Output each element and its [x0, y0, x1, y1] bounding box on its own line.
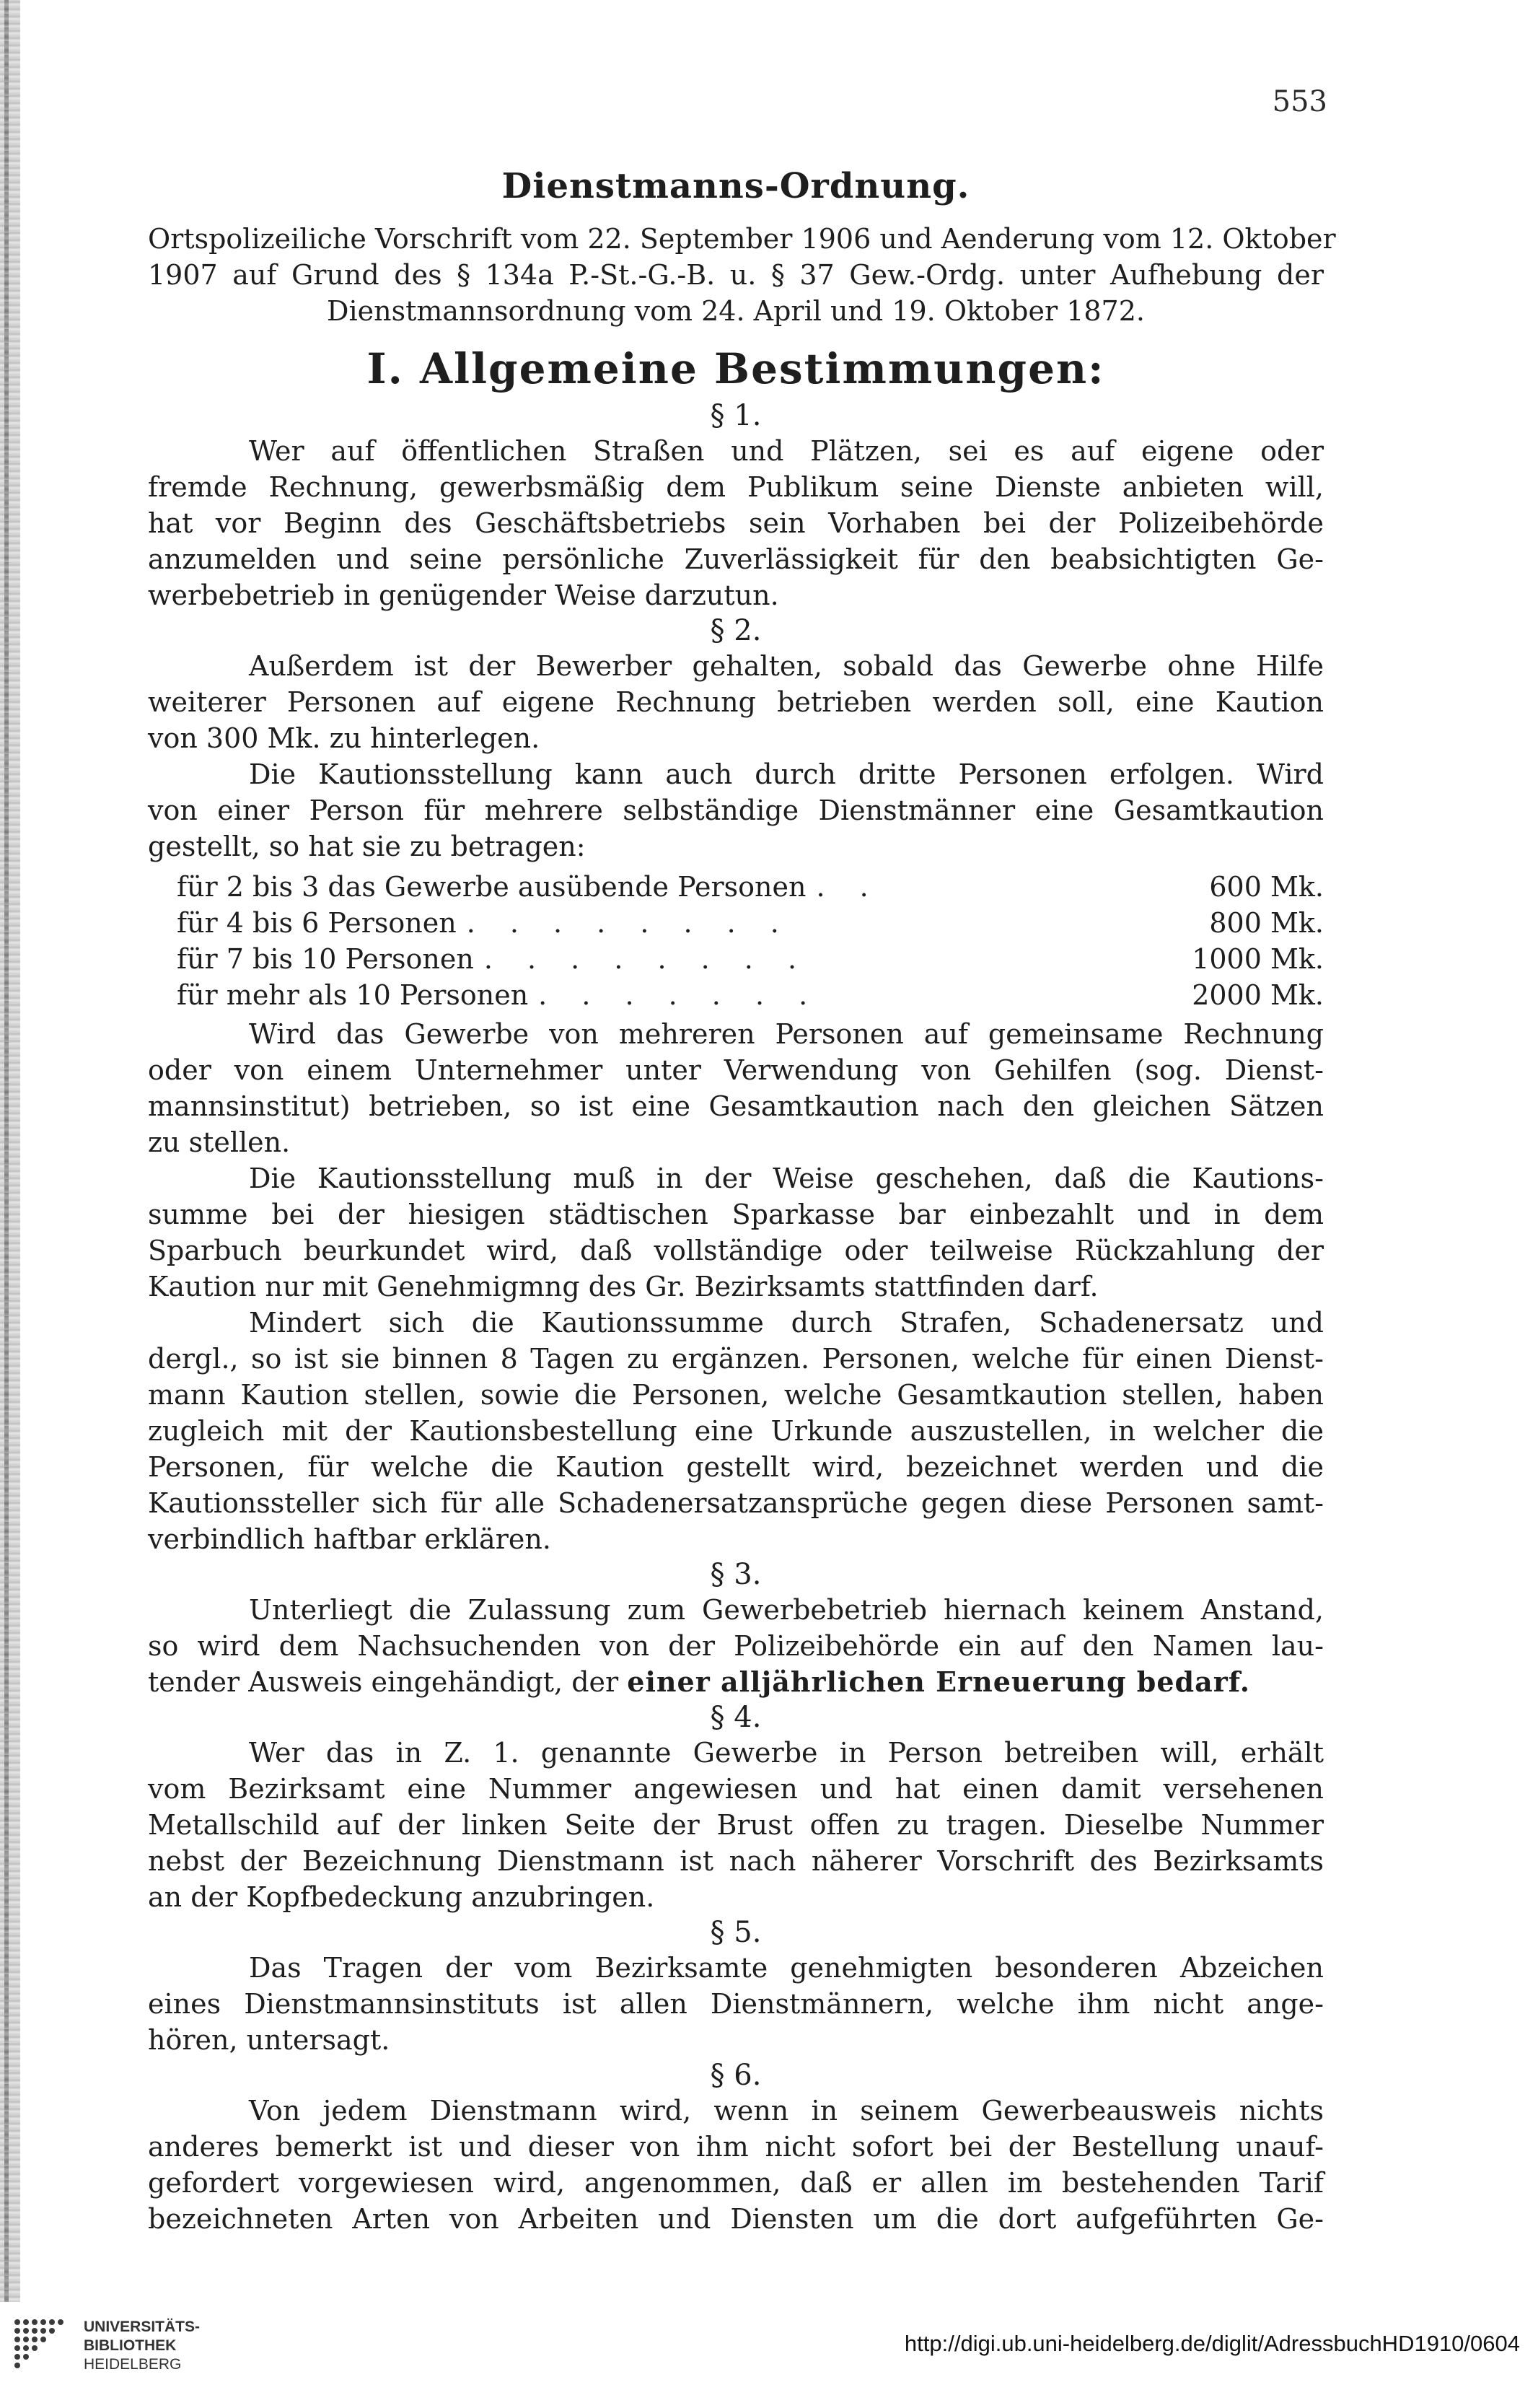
kaution-amount: 2000 Mk. — [1192, 979, 1324, 1011]
text-line: Die Kautionsstellung muß in der Weise geschehen, daß die Kautions- — [249, 1163, 1324, 1194]
text-line: Mindert sich die Kautionssumme durch Strafen, Schadenersatz und — [249, 1307, 1324, 1339]
dot-leader: . . . . . . . . — [483, 943, 810, 975]
document-title: Dienstmanns-Ordnung. — [501, 166, 970, 206]
dot-leader: . . — [816, 871, 882, 903]
subtitle-line: Dienstmannsordnung vom 24. April und 19. Oktober 1872. — [326, 295, 1145, 327]
footer — [0, 2302, 1538, 2408]
dot-leader: . . . . . . . — [538, 979, 821, 1011]
text-line: bezeichneten Arten von Arbeiten und Diensten um die dort aufgeführten Ge- — [148, 2203, 1324, 2235]
text-line: dergl., so ist sie binnen 8 Tagen zu ergänzen. Personen, welche für einen Dienst- — [148, 1343, 1324, 1375]
text-line: anderes bemerkt ist und dieser von ihm nicht sofort bei der Bestellung unauf- — [148, 2131, 1324, 2163]
kaution-label: für 7 bis 10 Personen — [177, 943, 474, 975]
paragraph-1 — [148, 433, 1324, 613]
paragraph-2-part-1 — [148, 648, 1324, 756]
library-name-line: HEIDELBERG — [84, 2356, 182, 2373]
kaution-label: für 2 bis 3 das Gewerbe ausübende Personen — [177, 871, 807, 903]
paragraph-3 — [148, 1592, 1324, 1700]
text-line: summe bei der hiesigen städtischen Sparkasse bar einbezahlt und in dem — [148, 1199, 1324, 1230]
text-line — [148, 1664, 1324, 1700]
text-line: hat vor Beginn des Geschäftsbetriebs sein Vorhaben bei der Polizeibehörde — [148, 507, 1324, 539]
text-fragment: tender Ausweis eingehändigt, der — [148, 1666, 628, 1698]
text-line: vom Bezirksamt eine Nummer angewiesen und hat einen damit versehenen — [148, 1773, 1324, 1805]
text-line: gefordert vorgewiesen wird, angenommen, daß er allen im bestehenden Tarif — [148, 2167, 1324, 2199]
page-number: 553 — [1272, 85, 1327, 118]
subtitle-line: 1907 auf Grund des § 134a P.-St.-G.-B. u. § 37 Gew.-Ordg. unter Aufhebung der — [148, 259, 1324, 291]
text-line: Unterliegt die Zulassung zum Gewerbebetrieb hiernach keinem Anstand, — [249, 1594, 1324, 1626]
text-line: werbebetrieb in genügender Weise darzutun. — [148, 579, 779, 611]
paragraph-mark-4: § 4. — [710, 1701, 762, 1734]
text-line: zu stellen. — [148, 1126, 291, 1158]
kaution-row — [148, 941, 1324, 977]
paragraph-4 — [148, 1735, 1324, 1915]
emphasized-text: einer alljährlichen Erneuerung bedarf. — [627, 1665, 1250, 1698]
text-line: fremde Rechnung, gewerbsmäßig dem Publikum seine Dienste anbieten will, — [148, 471, 1324, 503]
text-line: Kautionssteller sich für alle Schadenersatzansprüche gegen diese Personen samt- — [148, 1487, 1324, 1519]
source-url-link[interactable]: http://digi.ub.uni-heidelberg.de/diglit/AdressbuchHD1910/0604 — [904, 2331, 1520, 2356]
text-line: oder von einem Unternehmer unter Verwendung von Gehilfen (sog. Dienst- — [148, 1054, 1324, 1086]
paragraph-5 — [148, 1950, 1324, 2058]
text-line: Wer das in Z. 1. genannte Gewerbe in Person betreiben will, erhält — [249, 1737, 1324, 1769]
library-name-line: UNIVERSITÄTS- — [84, 2319, 201, 2335]
text-line: hören, untersagt. — [148, 2024, 390, 2056]
text-line: mannsinstitut) betrieben, so ist eine Gesamtkaution nach den gleichen Sätzen — [148, 1090, 1324, 1122]
dot-leader: . . . . . . . . — [466, 907, 792, 939]
subtitle-line: Ortspolizeiliche Vorschrift vom 22. September 1906 und Aenderung vom 12. Oktober — [148, 223, 1336, 255]
paragraph-2-part-3 — [148, 1016, 1324, 1160]
subtitle — [148, 221, 1336, 329]
text-line: Wird das Gewerbe von mehreren Personen auf gemeinsame Rechnung — [249, 1018, 1324, 1050]
text-line: verbindlich haftbar erklären. — [148, 1523, 551, 1555]
kaution-row — [148, 977, 1324, 1013]
scan-edge — [0, 0, 20, 2302]
text-line: an der Kopfbedeckung anzubringen. — [148, 1881, 655, 1913]
kaution-label: für mehr als 10 Personen — [177, 979, 529, 1011]
text-line: Kaution nur mit Genehmigmng des Gr. Bezirksamts stattfinden darf. — [148, 1271, 1099, 1302]
library-name — [84, 2318, 200, 2374]
text-line: von 300 Mk. zu hinterlegen. — [148, 722, 540, 754]
text-line: gestellt, so hat sie zu betragen: — [148, 831, 586, 862]
paragraph-mark-1: § 1. — [710, 399, 762, 432]
paragraph-mark-3: § 3. — [710, 1558, 762, 1591]
paragraph-mark-6: § 6. — [710, 2059, 762, 2092]
paragraph-mark-2: § 2. — [710, 614, 762, 647]
library-logo-icon — [10, 2315, 74, 2378]
paragraph-2-part-2 — [148, 756, 1324, 864]
text-line: Die Kautionsstellung kann auch durch dritte Personen erfolgen. Wird — [249, 758, 1324, 790]
kaution-row — [148, 905, 1324, 941]
kaution-label: für 4 bis 6 Personen — [177, 907, 457, 939]
text-line: Metallschild auf der linken Seite der Brust offen zu tragen. Dieselbe Nummer — [148, 1809, 1324, 1841]
text-line: nebst der Bezeichnung Dienstmann ist nach näherer Vorschrift des Bezirksamts — [148, 1845, 1324, 1877]
text-line: Personen, für welche die Kaution gestellt wird, bezeichnet werden und die — [148, 1451, 1324, 1483]
kaution-table — [148, 869, 1324, 1013]
text-line: weiterer Personen auf eigene Rechnung betrieben werden soll, eine Kaution — [148, 686, 1324, 718]
text-line: von einer Person für mehrere selbständige Dienstmänner eine Gesamtkaution — [148, 794, 1324, 826]
document-body — [148, 165, 1336, 2237]
kaution-amount: 600 Mk. — [1209, 871, 1324, 903]
kaution-amount: 1000 Mk. — [1192, 943, 1324, 975]
text-line: Wer auf öffentlichen Straßen und Plätzen, sei es auf eigene oder — [249, 435, 1324, 467]
text-line: Sparbuch beurkundet wird, daß vollständige oder teilweise Rückzahlung der — [148, 1235, 1324, 1266]
kaution-row — [148, 869, 1324, 905]
text-line: eines Dienstmannsinstituts ist allen Dienstmännern, welche ihm nicht ange- — [148, 1988, 1324, 2020]
text-line: anzumelden und seine persönliche Zuverlässigkeit für den beabsichtigten Ge- — [148, 543, 1324, 575]
paragraph-2-part-5 — [148, 1305, 1324, 1557]
text-line: mann Kaution stellen, sowie die Personen, welche Gesamtkaution stellen, haben — [148, 1379, 1324, 1411]
text-line: so wird dem Nachsuchenden von der Polizeibehörde ein auf den Namen lau- — [148, 1630, 1324, 1662]
section-heading: I. Allgemeine Bestimmungen: — [366, 344, 1105, 393]
text-line: Das Tragen der vom Bezirksamte genehmigten besonderen Abzeichen — [249, 1952, 1324, 1984]
paragraph-2-part-4 — [148, 1160, 1324, 1305]
kaution-amount: 800 Mk. — [1209, 907, 1324, 939]
text-line: zugleich mit der Kautionsbestellung eine Urkunde auszustellen, in welcher die — [148, 1415, 1324, 1447]
paragraph-6 — [148, 2093, 1324, 2237]
library-name-line: BIBLIOTHEK — [84, 2337, 177, 2354]
text-line: Von jedem Dienstmann wird, wenn in seinem Gewerbeausweis nichts — [249, 2095, 1324, 2127]
text-line: Außerdem ist der Bewerber gehalten, sobald das Gewerbe ohne Hilfe — [249, 650, 1324, 682]
paragraph-mark-5: § 5. — [710, 1916, 762, 1949]
